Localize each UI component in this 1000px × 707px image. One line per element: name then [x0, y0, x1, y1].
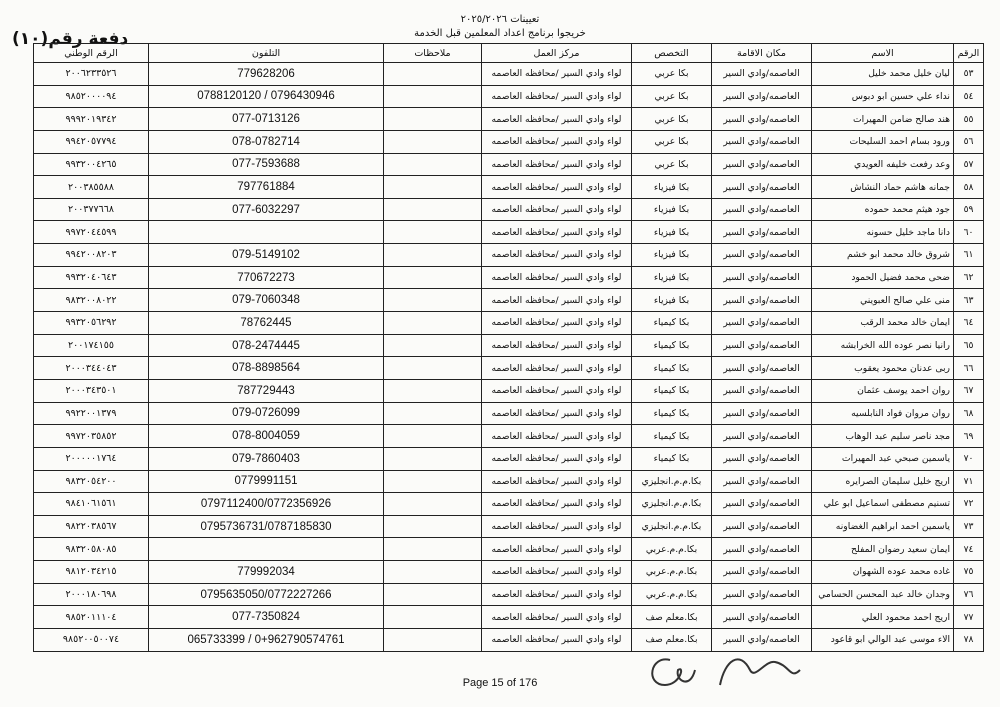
table-row: [34, 515, 984, 538]
phone-cell: 077-7350824: [149, 606, 384, 629]
phone-cell: 0779991151: [149, 470, 384, 493]
student-name-cell: هند صالح ضامن المهيرات: [812, 108, 954, 131]
phone-cell: 797761884: [149, 176, 384, 199]
national-id-cell: ٢٠٠٦٢٣٣٥٢٦: [34, 63, 149, 86]
table-row: [34, 176, 984, 199]
row-number-cell: ٦٢: [954, 266, 984, 289]
student-name-cell: وجدان خالد عبد المحسن الحسامي: [812, 583, 954, 606]
workplace-cell: لواء وادي السير /محافظه العاصمه: [482, 108, 632, 131]
national-id-cell: ٩٩٧٢٠٤٤٥٩٩: [34, 221, 149, 244]
student-name-cell: اريج خليل سليمان الصرايره: [812, 470, 954, 493]
table-header-row: [34, 44, 984, 63]
table-row: [34, 108, 984, 131]
national-id-cell: ٩٨١٢٠٣٤٢١٥: [34, 561, 149, 584]
residence-cell: العاصمه/وادي السير: [712, 447, 812, 470]
batch-number: دفعة رقم(١٠): [12, 29, 129, 49]
phone-cell: 078-8898564: [149, 357, 384, 380]
national-id-cell: ٢٠٠٠١٨٠٦٩٨: [34, 583, 149, 606]
national-id-cell: ٩٨٣٢٠٥٤٢٠٠: [34, 470, 149, 493]
specialty-cell: بكا فيزياء: [632, 289, 712, 312]
specialty-cell: بكا كيمياء: [632, 357, 712, 380]
student-name-cell: دانا ماجد خليل حسونه: [812, 221, 954, 244]
specialty-cell: بكا كيمياء: [632, 402, 712, 425]
phone-cell: 079-7860403: [149, 447, 384, 470]
residence-cell: العاصمه/وادي السير: [712, 312, 812, 335]
residence-cell: العاصمه/وادي السير: [712, 379, 812, 402]
workplace-cell: لواء وادي السير /محافظه العاصمه: [482, 85, 632, 108]
phone-cell: 0788120120 / 0796430946: [149, 85, 384, 108]
table-row: [34, 221, 984, 244]
notes-cell: [384, 244, 482, 267]
national-id-cell: ٩٨٥٢٠٠٠٠٩٤: [34, 85, 149, 108]
specialty-cell: بكا فيزياء: [632, 221, 712, 244]
table-row: [34, 561, 984, 584]
phone-cell: 078-8004059: [149, 425, 384, 448]
specialty-cell: بكا فيزياء: [632, 198, 712, 221]
notes-cell: [384, 402, 482, 425]
table-row: [34, 629, 984, 652]
specialty-cell: بكا فيزياء: [632, 176, 712, 199]
residence-cell: العاصمه/وادي السير: [712, 221, 812, 244]
national-id-cell: ٩٩٣٢٠٤٠٦٤٣: [34, 266, 149, 289]
phone-cell: 079-0726099: [149, 402, 384, 425]
national-id-cell: ٩٩٩٢٠١٩٣٤٢: [34, 108, 149, 131]
phone-cell: 0797112400/0772356926: [149, 493, 384, 516]
notes-cell: [384, 153, 482, 176]
specialty-cell: بكا كيمياء: [632, 425, 712, 448]
national-id-cell: ٢٠٠٠٣٤٣٥٠١: [34, 379, 149, 402]
residence-cell: العاصمه/وادي السير: [712, 266, 812, 289]
specialty-cell: بكا.م.م.عربي: [632, 538, 712, 561]
national-id-cell: ٩٨٢٢٠٣٨٥٦٧: [34, 515, 149, 538]
residence-cell: العاصمه/وادي السير: [712, 629, 812, 652]
specialty-cell: بكا كيمياء: [632, 379, 712, 402]
table-body: [34, 63, 984, 652]
student-name-cell: ورود بسام احمد السليحات: [812, 130, 954, 153]
phone-cell: 078-0782714: [149, 130, 384, 153]
col-header-number: الرقم: [954, 44, 984, 63]
notes-cell: [384, 515, 482, 538]
specialty-cell: بكا.م.م.انجليزي: [632, 515, 712, 538]
workplace-cell: لواء وادي السير /محافظه العاصمه: [482, 244, 632, 267]
row-number-cell: ٧٣: [954, 515, 984, 538]
national-id-cell: ٩٨٥٢٠٠٥٠٠٧٤: [34, 629, 149, 652]
residence-cell: العاصمه/وادي السير: [712, 176, 812, 199]
residence-cell: العاصمه/وادي السير: [712, 515, 812, 538]
specialty-cell: بكا كيمياء: [632, 447, 712, 470]
row-number-cell: ٦٩: [954, 425, 984, 448]
phone-cell: 0795635050/0772227266: [149, 583, 384, 606]
specialty-cell: بكا.معلم صف: [632, 606, 712, 629]
specialty-cell: بكا كيمياء: [632, 334, 712, 357]
student-name-cell: ايمان سعيد رضوان المفلح: [812, 538, 954, 561]
national-id-cell: ٩٩٧٢٠٣٥٨٥٢: [34, 425, 149, 448]
student-name-cell: وعد رفعت خليفه العويدي: [812, 153, 954, 176]
workplace-cell: لواء وادي السير /محافظه العاصمه: [482, 130, 632, 153]
national-id-cell: ٩٨٣٢٠٠٨٠٢٢: [34, 289, 149, 312]
notes-cell: [384, 289, 482, 312]
row-number-cell: ٧١: [954, 470, 984, 493]
workplace-cell: لواء وادي السير /محافظه العاصمه: [482, 312, 632, 335]
notes-cell: [384, 312, 482, 335]
notes-cell: [384, 357, 482, 380]
appointments-table: [33, 43, 984, 652]
student-name-cell: ربى عدنان محمود يعقوب: [812, 357, 954, 380]
col-header-workplace: مركز العمل: [482, 44, 632, 63]
residence-cell: العاصمه/وادي السير: [712, 130, 812, 153]
residence-cell: العاصمه/وادي السير: [712, 425, 812, 448]
table-row: [34, 447, 984, 470]
row-number-cell: ٥٤: [954, 85, 984, 108]
table-row: [34, 470, 984, 493]
residence-cell: العاصمه/وادي السير: [712, 402, 812, 425]
row-number-cell: ٥٣: [954, 63, 984, 86]
workplace-cell: لواء وادي السير /محافظه العاصمه: [482, 470, 632, 493]
row-number-cell: ٦٨: [954, 402, 984, 425]
phone-cell: 787729443: [149, 379, 384, 402]
workplace-cell: لواء وادي السير /محافظه العاصمه: [482, 538, 632, 561]
workplace-cell: لواء وادي السير /محافظه العاصمه: [482, 561, 632, 584]
table-row: [34, 379, 984, 402]
table-row: [34, 402, 984, 425]
notes-cell: [384, 470, 482, 493]
national-id-cell: ٩٩٤٢٠٥٧٧٩٤: [34, 130, 149, 153]
specialty-cell: بكا عربي: [632, 130, 712, 153]
specialty-cell: بكا.م.م.انجليزي: [632, 493, 712, 516]
table-row: [34, 153, 984, 176]
student-name-cell: رانيا نصر عوده الله الخرابشه: [812, 334, 954, 357]
table-row: [34, 334, 984, 357]
col-header-phone: التلفون: [149, 44, 384, 63]
row-number-cell: ٦٤: [954, 312, 984, 335]
table-row: [34, 357, 984, 380]
national-id-cell: ٢٠٠٠٠٠١٧٦٤: [34, 447, 149, 470]
student-name-cell: جود هيثم محمد حموده: [812, 198, 954, 221]
residence-cell: العاصمه/وادي السير: [712, 85, 812, 108]
student-name-cell: الاء موسى عبد الوالي ابو قاعود: [812, 629, 954, 652]
residence-cell: العاصمه/وادي السير: [712, 538, 812, 561]
notes-cell: [384, 221, 482, 244]
phone-cell: 779628206: [149, 63, 384, 86]
notes-cell: [384, 493, 482, 516]
student-name-cell: ياسمين صبحي عبد المهيرات: [812, 447, 954, 470]
table-row: [34, 244, 984, 267]
notes-cell: [384, 108, 482, 131]
row-number-cell: ٥٧: [954, 153, 984, 176]
workplace-cell: لواء وادي السير /محافظه العاصمه: [482, 176, 632, 199]
student-name-cell: ضحى محمد فضيل الحمود: [812, 266, 954, 289]
specialty-cell: بكا.م.م.عربي: [632, 583, 712, 606]
notes-cell: [384, 334, 482, 357]
residence-cell: العاصمه/وادي السير: [712, 493, 812, 516]
row-number-cell: ٦٠: [954, 221, 984, 244]
student-name-cell: ايمان خالد محمد الرقب: [812, 312, 954, 335]
signature-mark: [640, 640, 840, 700]
phone-cell: 779992034: [149, 561, 384, 584]
residence-cell: العاصمه/وادي السير: [712, 289, 812, 312]
document-title: تعيينات ٢٠٢٥/٢٠٢٦: [460, 14, 540, 25]
workplace-cell: لواء وادي السير /محافظه العاصمه: [482, 334, 632, 357]
workplace-cell: لواء وادي السير /محافظه العاصمه: [482, 221, 632, 244]
residence-cell: العاصمه/وادي السير: [712, 334, 812, 357]
workplace-cell: لواء وادي السير /محافظه العاصمه: [482, 153, 632, 176]
col-header-residence: مكان الاقامة: [712, 44, 812, 63]
row-number-cell: ٥٩: [954, 198, 984, 221]
workplace-cell: لواء وادي السير /محافظه العاصمه: [482, 583, 632, 606]
student-name-cell: غاده محمد عوده الشهوان: [812, 561, 954, 584]
phone-cell: [149, 221, 384, 244]
col-header-specialty: التخصص: [632, 44, 712, 63]
specialty-cell: بكا كيمياء: [632, 312, 712, 335]
workplace-cell: لواء وادي السير /محافظه العاصمه: [482, 425, 632, 448]
table-row: [34, 266, 984, 289]
row-number-cell: ٥٨: [954, 176, 984, 199]
residence-cell: العاصمه/وادي السير: [712, 357, 812, 380]
table-row: [34, 289, 984, 312]
notes-cell: [384, 606, 482, 629]
specialty-cell: بكا.م.م.انجليزي: [632, 470, 712, 493]
student-name-cell: تسنيم مصطفى اسماعيل ابو علي: [812, 493, 954, 516]
national-id-cell: ٢٠٠٠٣٤٤٠٤٣: [34, 357, 149, 380]
notes-cell: [384, 629, 482, 652]
notes-cell: [384, 425, 482, 448]
student-name-cell: روان احمد يوسف عثمان: [812, 379, 954, 402]
notes-cell: [384, 130, 482, 153]
phone-cell: 065733399 / 0+962790574761: [149, 629, 384, 652]
residence-cell: العاصمه/وادي السير: [712, 153, 812, 176]
student-name-cell: ياسمين احمد ابراهيم الغضاونه: [812, 515, 954, 538]
student-name-cell: اريج احمد محمود العلي: [812, 606, 954, 629]
residence-cell: العاصمه/وادي السير: [712, 561, 812, 584]
table-row: [34, 425, 984, 448]
table-row: [34, 198, 984, 221]
notes-cell: [384, 85, 482, 108]
national-id-cell: ٩٩٣٢٠٥٦٢٩٢: [34, 312, 149, 335]
table-row: [34, 538, 984, 561]
residence-cell: العاصمه/وادي السير: [712, 198, 812, 221]
table-row: [34, 312, 984, 335]
table-row: [34, 583, 984, 606]
col-header-national-id: الرقم الوطني: [34, 44, 149, 63]
residence-cell: العاصمه/وادي السير: [712, 583, 812, 606]
table-row: [34, 63, 984, 86]
phone-cell: 077-0713126: [149, 108, 384, 131]
workplace-cell: لواء وادي السير /محافظه العاصمه: [482, 402, 632, 425]
national-id-cell: ٩٨٣٢٠٥٨٠٨٥: [34, 538, 149, 561]
row-number-cell: ٦٦: [954, 357, 984, 380]
student-name-cell: منى علي صالح العبويني: [812, 289, 954, 312]
phone-cell: 78762445: [149, 312, 384, 335]
residence-cell: العاصمه/وادي السير: [712, 470, 812, 493]
notes-cell: [384, 561, 482, 584]
notes-cell: [384, 447, 482, 470]
workplace-cell: لواء وادي السير /محافظه العاصمه: [482, 198, 632, 221]
student-name-cell: روان مروان فواد النابلسيه: [812, 402, 954, 425]
row-number-cell: ٧٠: [954, 447, 984, 470]
workplace-cell: لواء وادي السير /محافظه العاصمه: [482, 379, 632, 402]
notes-cell: [384, 198, 482, 221]
workplace-cell: لواء وادي السير /محافظه العاصمه: [482, 357, 632, 380]
student-name-cell: جمانه هاشم حماد النشاش: [812, 176, 954, 199]
col-header-name: الاسم: [812, 44, 954, 63]
specialty-cell: بكا عربي: [632, 63, 712, 86]
workplace-cell: لواء وادي السير /محافظه العاصمه: [482, 515, 632, 538]
row-number-cell: ٧٥: [954, 561, 984, 584]
national-id-cell: ٩٩٣٢٠٠٤٢٦٥: [34, 153, 149, 176]
workplace-cell: لواء وادي السير /محافظه العاصمه: [482, 447, 632, 470]
national-id-cell: ٩٨٤١٠٦١٥٦١: [34, 493, 149, 516]
workplace-cell: لواء وادي السير /محافظه العاصمه: [482, 606, 632, 629]
phone-cell: 0795736731/0787185830: [149, 515, 384, 538]
row-number-cell: ٦١: [954, 244, 984, 267]
phone-cell: 079-7060348: [149, 289, 384, 312]
national-id-cell: ٢٠٠٣٨٥٥٨٨: [34, 176, 149, 199]
workplace-cell: لواء وادي السير /محافظه العاصمه: [482, 629, 632, 652]
row-number-cell: ٧٧: [954, 606, 984, 629]
specialty-cell: بكا فيزياء: [632, 266, 712, 289]
national-id-cell: ٩٨٥٢٠١١١٠٤: [34, 606, 149, 629]
notes-cell: [384, 379, 482, 402]
specialty-cell: بكا عربي: [632, 108, 712, 131]
specialty-cell: بكا عربي: [632, 85, 712, 108]
student-name-cell: شروق خالد محمد ابو خشم: [812, 244, 954, 267]
student-name-cell: نداء علي حسين ابو دبوس: [812, 85, 954, 108]
col-header-notes: ملاحظات: [384, 44, 482, 63]
table-row: [34, 606, 984, 629]
row-number-cell: ٧٢: [954, 493, 984, 516]
phone-cell: 077-6032297: [149, 198, 384, 221]
phone-cell: 077-7593688: [149, 153, 384, 176]
page-number: Page 15 of 176: [462, 677, 538, 689]
row-number-cell: ٥٦: [954, 130, 984, 153]
workplace-cell: لواء وادي السير /محافظه العاصمه: [482, 63, 632, 86]
workplace-cell: لواء وادي السير /محافظه العاصمه: [482, 289, 632, 312]
specialty-cell: بكا.معلم صف: [632, 629, 712, 652]
phone-cell: 078-2474445: [149, 334, 384, 357]
notes-cell: [384, 538, 482, 561]
national-id-cell: ٩٩٢٢٠٠١٣٧٩: [34, 402, 149, 425]
residence-cell: العاصمه/وادي السير: [712, 63, 812, 86]
student-name-cell: ليان خليل محمد خليل: [812, 63, 954, 86]
specialty-cell: بكا.م.م.عربي: [632, 561, 712, 584]
row-number-cell: ٧٤: [954, 538, 984, 561]
workplace-cell: لواء وادي السير /محافظه العاصمه: [482, 266, 632, 289]
residence-cell: العاصمه/وادي السير: [712, 108, 812, 131]
row-number-cell: ٧٦: [954, 583, 984, 606]
student-name-cell: مجد ناصر سليم عبد الوهاب: [812, 425, 954, 448]
row-number-cell: ٥٥: [954, 108, 984, 131]
row-number-cell: ٦٧: [954, 379, 984, 402]
table-row: [34, 130, 984, 153]
row-number-cell: ٦٣: [954, 289, 984, 312]
table-row: [34, 85, 984, 108]
residence-cell: العاصمه/وادي السير: [712, 244, 812, 267]
phone-cell: 770672273: [149, 266, 384, 289]
notes-cell: [384, 583, 482, 606]
row-number-cell: ٧٨: [954, 629, 984, 652]
notes-cell: [384, 176, 482, 199]
table-row: [34, 493, 984, 516]
row-number-cell: ٦٥: [954, 334, 984, 357]
notes-cell: [384, 266, 482, 289]
residence-cell: العاصمه/وادي السير: [712, 606, 812, 629]
phone-cell: [149, 538, 384, 561]
document-subtitle: خريجوا برنامج اعداد المعلمين قبل الخدمة: [414, 28, 586, 39]
workplace-cell: لواء وادي السير /محافظه العاصمه: [482, 493, 632, 516]
national-id-cell: ٩٩٤٢٠٠٨٢٠٣: [34, 244, 149, 267]
specialty-cell: بكا عربي: [632, 153, 712, 176]
national-id-cell: ٢٠٠١٧٤١٥٥: [34, 334, 149, 357]
notes-cell: [384, 63, 482, 86]
national-id-cell: ٢٠٠٣٧٧٦٦٨: [34, 198, 149, 221]
specialty-cell: بكا فيزياء: [632, 244, 712, 267]
phone-cell: 079-5149102: [149, 244, 384, 267]
